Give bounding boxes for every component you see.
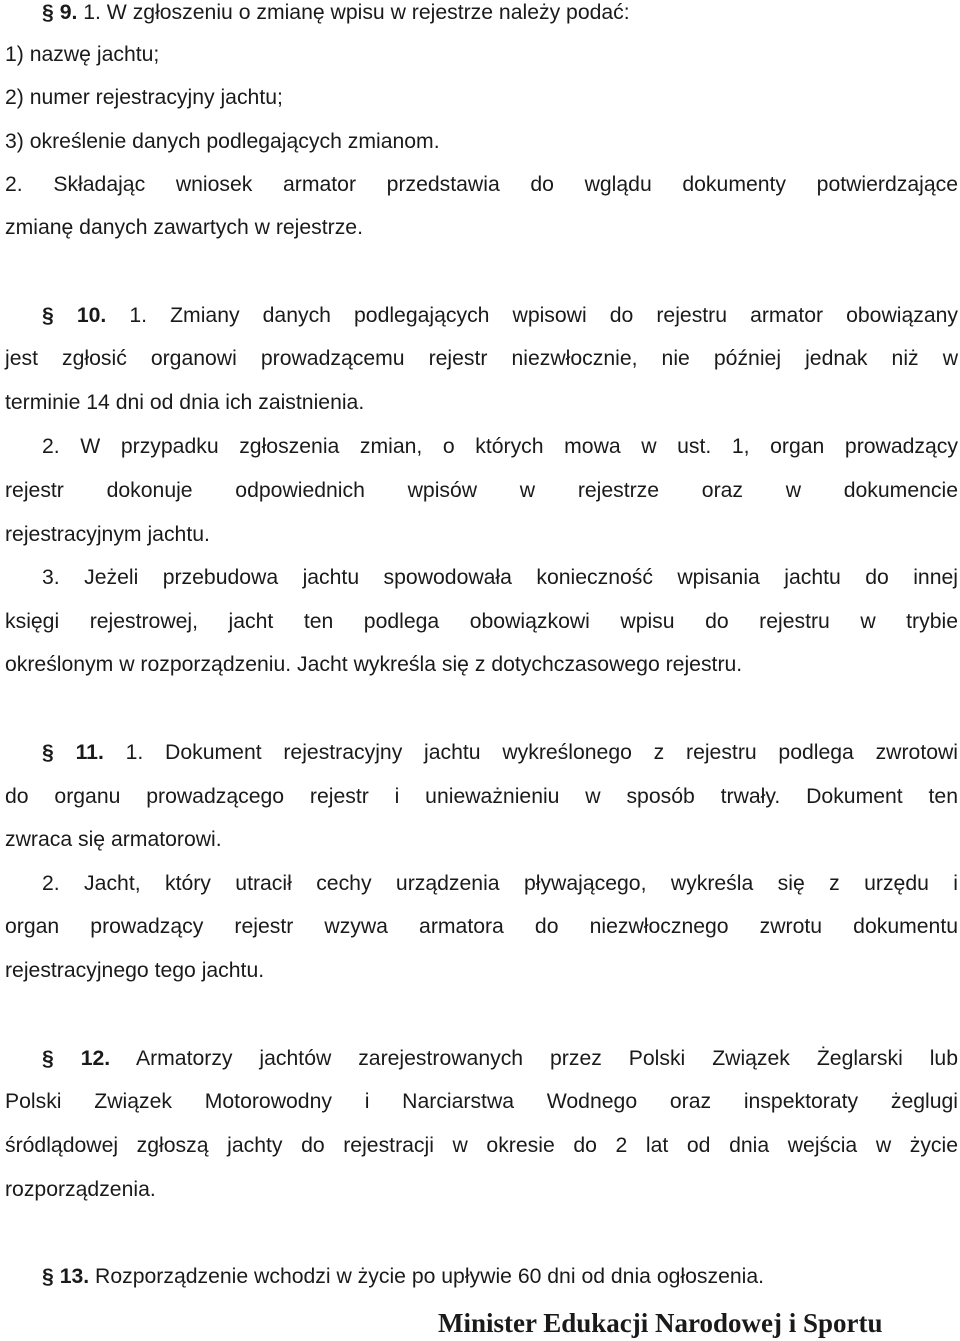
list-item: 3) określenie danych podlegających zmianom. <box>5 130 440 153</box>
paragraph-line: 2. Składając wniosek armator przedstawia do wglądu dokumenty potwierdzające <box>5 173 958 196</box>
paragraph-line: 2. Jacht, który utracił cechy urządzenia pływającego, wykreśla się z urzędu i <box>42 872 958 895</box>
paragraph-line: księgi rejestrowej, jacht ten podlega obowiązkowi wpisu do rejestru w trybie <box>5 610 958 633</box>
paragraph-line: terminie 14 dni od dnia ich zaistnienia. <box>5 391 365 414</box>
paragraph-text: Armatorzy jachtów zarejestrowanych przez Polski Związek Żeglarski lub <box>135 1047 958 1070</box>
paragraph-text: Rozporządzenie wchodzi w życie po upływie 60 dni od dnia ogłoszenia. <box>95 1265 765 1288</box>
paragraph-text: 1. Dokument rejestracyjny jachtu wykreślonego z rejestru podlega zwrotowi <box>125 741 958 764</box>
section-12-number: § 12. <box>42 1047 111 1070</box>
paragraph-line: Polski Związek Motorowodny i Narciarstwa Wodnego oraz inspektoraty żeglugi <box>5 1090 958 1113</box>
paragraph-line: 3. Jeżeli przebudowa jachtu spowodowała konieczność wpisania jachtu do innej <box>42 566 958 589</box>
paragraph-line: śródlądowej zgłoszą jachty do rejestracji w okresie do 2 lat od dnia wejścia w życie <box>5 1134 958 1157</box>
paragraph-line: zmianę danych zawartych w rejestrze. <box>5 216 363 239</box>
signature: Minister Edukacji Narodowej i Sportu <box>438 1308 883 1338</box>
section-12-heading-line <box>42 1044 960 1074</box>
paragraph-line: rejestracyjnym jachtu. <box>5 523 210 546</box>
paragraph-text: 1. Zmiany danych podlegających wpisowi do rejestru armator obowiązany <box>129 304 959 327</box>
list-item: 1) nazwę jachtu; <box>5 43 160 66</box>
section-11-number: § 11. <box>42 741 104 764</box>
paragraph-line: rejestracyjnego tego jachtu. <box>5 959 265 982</box>
paragraph-line: organ prowadzący rejestr wzywa armatora do niezwłocznego zwrotu dokumentu <box>5 915 958 938</box>
paragraph-line: rejestr dokonuje odpowiednich wpisów w rejestrze oraz w dokumencie <box>5 479 958 502</box>
section-9-number: § 9. <box>42 1 78 24</box>
paragraph-text: 1. W zgłoszeniu o zmianę wpisu w rejestrze należy podać: <box>83 1 630 24</box>
section-13-heading-line <box>42 1262 960 1292</box>
section-11-heading-line <box>42 738 960 768</box>
section-9-heading-line <box>42 0 960 28</box>
paragraph-line: rozporządzenia. <box>5 1178 156 1201</box>
section-10-number: § 10. <box>42 304 107 327</box>
list-item: 2) numer rejestracyjny jachtu; <box>5 86 283 109</box>
paragraph-line: do organu prowadzącego rejestr i unieważnieniu w sposób trwały. Dokument ten <box>5 785 958 808</box>
paragraph-line: określonym w rozporządzeniu. Jacht wykreśla się z dotychczasowego rejestru. <box>5 653 743 676</box>
paragraph-line: zwraca się armatorowi. <box>5 828 222 851</box>
section-10-heading-line <box>42 301 960 331</box>
section-13-number: § 13. <box>42 1265 90 1288</box>
paragraph-line: 2. W przypadku zgłoszenia zmian, o których mowa w ust. 1, organ prowadzący <box>42 435 958 458</box>
paragraph-line: jest zgłosić organowi prowadzącemu rejestr niezwłocznie, nie później jednak niż w <box>5 347 958 370</box>
